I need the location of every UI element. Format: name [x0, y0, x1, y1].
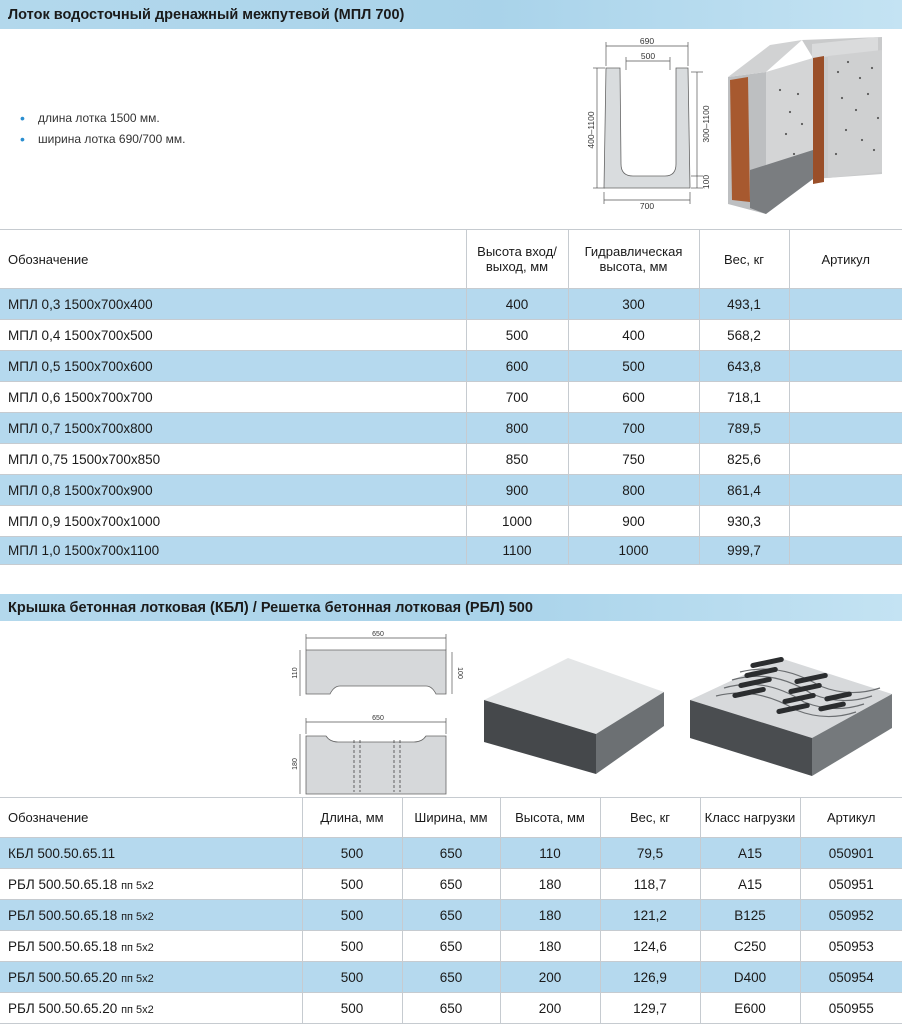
col-header-length: Длина, мм: [302, 798, 402, 838]
table-row: МПЛ 0,6 1500х700х700 700 600 718,1: [0, 382, 902, 413]
col-header-height: Высота, мм: [500, 798, 600, 838]
table-row: МПЛ 0,4 1500х700х500 500 400 568,2: [0, 320, 902, 351]
dim-rbl-height: 180: [292, 758, 299, 770]
bullet-item: • длина лотка 1500 мм.: [18, 108, 185, 129]
table-header-row: [0, 798, 902, 838]
dim-kbl-height-right: 100: [456, 667, 463, 679]
col-header-designation: Обозначение: [0, 230, 466, 289]
dim-top-width: 690: [639, 36, 655, 46]
dim-bottom-thickness: 100: [701, 174, 711, 190]
col-header-article: Артикул: [800, 798, 902, 838]
kbl-cover-drawing: [286, 628, 466, 708]
col-header-inout-height: Высота вход/выход, мм: [466, 230, 568, 289]
dim-height-right: 300–1100: [701, 105, 711, 143]
table-header-row: [0, 230, 902, 289]
spec-bullets: [18, 108, 185, 150]
dim-bottom-width: 700: [639, 201, 655, 210]
dim-inner-width: 500: [640, 51, 656, 61]
dim-kbl-width: 650: [372, 631, 384, 638]
table-row: МПЛ 0,8 1500х700х900 900 800 861,4: [0, 475, 902, 506]
table-row: РБЛ 500.50.65.18 пп 5х2 500 650 180 121,2 B125 050952: [0, 900, 902, 931]
bullet-item: • ширина лотка 690/700 мм.: [18, 129, 185, 150]
dim-kbl-height-left: 110: [292, 667, 299, 679]
bullet-icon: •: [20, 110, 25, 126]
section-title-kbl-rbl: Крышка бетонная лотковая (КБЛ) / Решетка бетонная лотковая (РБЛ) 500: [0, 594, 902, 621]
col-header-weight: Вес, кг: [699, 230, 789, 289]
table-row: РБЛ 500.50.65.20 пп 5х2 500 650 200 126,9 D400 050954: [0, 962, 902, 993]
table-row: РБЛ 500.50.65.20 пп 5х2 500 650 200 129,7 E600 050955: [0, 993, 902, 1024]
table-row: МПЛ 0,5 1500х700х600 600 500 643,8: [0, 351, 902, 382]
col-header-article: Артикул: [789, 230, 902, 289]
rbl-grate-3d-image: [684, 642, 896, 778]
section-title-mpl: Лоток водосточный дренажный межпутевой (МПЛ 700): [0, 0, 902, 29]
bullet-icon: •: [20, 131, 25, 147]
table-row: МПЛ 0,7 1500х700х800 800 700 789,5: [0, 413, 902, 444]
table-row: МПЛ 1,0 1500х700х1100 1100 1000 999,7: [0, 537, 902, 565]
col-header-hydraulic-height: Гидравлическая высота, мм: [568, 230, 699, 289]
mpl-cross-section-drawing: [585, 34, 720, 210]
col-header-designation: Обозначение: [0, 798, 302, 838]
table-row: МПЛ 0,3 1500х700х400 400 300 493,1: [0, 289, 902, 320]
mpl-tray-3d-image: [728, 32, 886, 218]
mpl-specs-table: [0, 229, 902, 565]
table-row: РБЛ 500.50.65.18 пп 5х2 500 650 180 118,7 A15 050951: [0, 869, 902, 900]
dim-height-left: 400–1100: [586, 111, 596, 149]
dim-rbl-width: 650: [372, 715, 384, 722]
col-header-load-class: Класс нагрузки: [700, 798, 800, 838]
kbl-cover-3d-image: [478, 642, 668, 776]
rbl-grate-drawing: [286, 712, 466, 798]
table-row: МПЛ 0,75 1500х700х850 850 750 825,6: [0, 444, 902, 475]
col-header-width: Ширина, мм: [402, 798, 500, 838]
kbl-rbl-specs-table: [0, 797, 902, 1024]
table-row: КБЛ 500.50.65.11 500 650 110 79,5 A15 050901: [0, 838, 902, 869]
table-row: МПЛ 0,9 1500х700х1000 1000 900 930,3: [0, 506, 902, 537]
table-row: РБЛ 500.50.65.18 пп 5х2 500 650 180 124,6 C250 050953: [0, 931, 902, 962]
col-header-weight: Вес, кг: [600, 798, 700, 838]
